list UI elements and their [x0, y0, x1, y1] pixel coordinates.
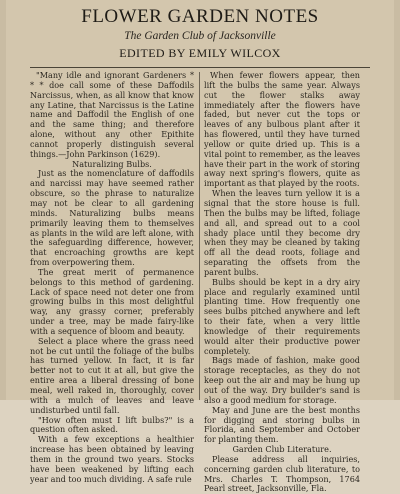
column-divider: [199, 72, 200, 400]
left-column: [30, 70, 194, 484]
paragraph: "Many idle and ignorant Gardeners * * * doe call some of these Daffodils Narcissus, when, as all know that know any Latine, that Narcissus is the Latine name and Daffodil the English of one and the same thing; and therefore alone, without any other Epithite cannot properly distinguish several things.—John Parkinson (1629).: [30, 70, 194, 159]
paragraph: "How often must I lift bulbs?" is a question often asked.: [30, 414, 194, 435]
subtitle: The Garden Club of Jacksonville: [124, 30, 276, 42]
paragraph: Select a place where the grass need not be cut until the foliage of the bulbs has turned yellow. In fact, it is far better not to cut it at all, but give the entire area a liberal dressing of bone meal, well raked in, thoroughly, cover with a mulch of leaves and leave undisturbed until fall.: [30, 335, 194, 415]
paragraph: May and June are the best months for digging and storing bulbs in Florida, and September and October for planting them.: [204, 404, 360, 445]
paragraph: With a few exceptions a healthier increase has been obtained by leaving them in the ground two years. Stocks have been weakened by lifting each year and too much dividing. A safe rule: [30, 434, 194, 484]
column-header: [0, 0, 400, 68]
byline: EDITED BY EMILY WILCOX: [119, 46, 281, 60]
paragraph: The great merit of permanence belongs to this method of gardening. Lack of space need not deter one from growing bulbs in this most delightful way, any grassy corner, preferably under a tree, may be made fairy-like with a sequence of bloom and beauty.: [30, 266, 194, 336]
header-rule: [30, 67, 370, 68]
paragraph: Please address all inquiries, concerning garden club literature, to Mrs. Charles T. Thompson, 1764 Pearl street, Jacksonville, Fla.: [204, 453, 360, 494]
section-heading: Naturalizing Bulbs.: [72, 158, 152, 169]
section-heading: Garden Club Literature.: [232, 444, 332, 455]
paragraph: Bags made of fashion, make good storage receptacles, as they do not keep out the air and may be hung up out of the way. Dry builder's sand is also a good medium for storage.: [204, 355, 360, 405]
paragraph: Just as the nomenclature of daffodils and narcissi may have seemed rather obscure, so the phrase to naturalize may not be clear to all gardening minds. Naturalizing bulbs means primarily leaving them to themselves as plants in the wild are left alone, with the safeguarding difference, however, that encroaching growths are kept from overpowering them.: [30, 168, 194, 268]
paragraph: Bulbs should be kept in a dry airy place and regularly examined until planting time. How frequently one sees bulbs pitched anywhere and left to their fate, when a very little knowledge of their requirements would alter their productive power completely.: [204, 276, 360, 356]
paragraph: When the leaves turn yellow it is a signal that the store house is full. Then the bulbs may be lifted, foliage and all, and spread out to a cool shady place until they become dry when they may be cleaned by taking off all the dead roots, foliage and separating the offsets from the parent bulbs.: [204, 188, 360, 277]
right-column: [204, 70, 360, 494]
paragraph: When fewer flowers appear, then lift the bulbs the same year. Always cut the flower stalks away immediately after the flowers have faded, but never cut the tops or leaves of any bulbous plant after it has flowered, until they have turned yellow or quite dried up. This is a vital point to remember, as the leaves have their part in the work of storing away next spring's flowers, quite as important as that played by the roots.: [204, 70, 360, 189]
page-title: FLOWER GARDEN NOTES: [81, 6, 319, 27]
